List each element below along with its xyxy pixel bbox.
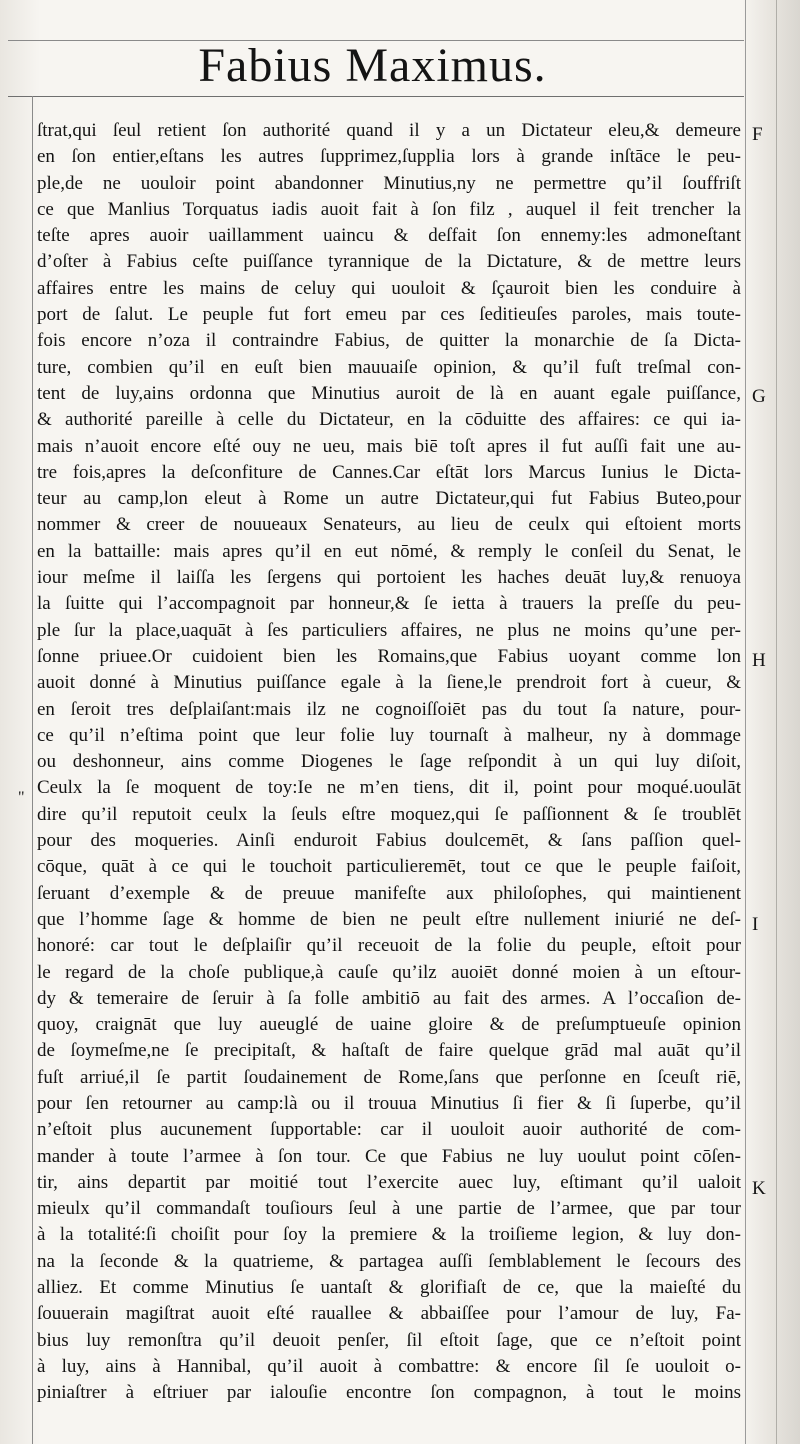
text-line: dire qu’il reputoit ceulx la ſeuls eſtre moquez,qui ſe paſſionnent & ſe troublēt bbox=[37, 803, 741, 825]
text-line: teur au camp,lon eleut à Rome un autre Dictateur,qui fut Fabius Buteo,pour bbox=[37, 488, 741, 510]
text-line: na la ſeconde & la quatrieme, & partagea auſſi ſemblablement le ſecours des bbox=[37, 1250, 741, 1272]
text-line: pour des moqueries. Ainſi enduroit Fabius doulcemēt, & ſans paſſion quel- bbox=[37, 830, 741, 852]
text-line: fuſt arriué,il ſe partit ſoudainement de Rome,ſans que perſonne en ſceuſt riē, bbox=[37, 1066, 741, 1088]
text-line: de ſoymeſme,ne ſe precipitaſt, & haſtaſt de faire quelque grād mal auāt qu’il bbox=[37, 1040, 741, 1062]
text-line: mieulx qu’il commandaſt touſiours ſeul à une partie de l’armee, que par tour bbox=[37, 1198, 741, 1220]
text-line: nommer & creer de nouueaux Senateurs, au lieu de ceulx qui eſtoient morts bbox=[37, 514, 741, 536]
text-line: ce que Manlius Torquatus iadis auoit fait à ſon filz , auquel il feit trencher la bbox=[37, 198, 741, 220]
text-line: teſte apres auoir uaillamment uaincu & deſfait ſon ennemy:les admoneſtant bbox=[37, 225, 741, 247]
text-line: le regard de la choſe publique,à cauſe qu’ilz auoiēt donné moien à un eſtour- bbox=[37, 961, 741, 983]
text-line: ou deshonneur, ains comme Diogenes le ſage reſpondit à un qui luy diſoit, bbox=[37, 751, 741, 773]
text-line: quoy, craignāt que luy aueuglé de uaine gloire & de preſumptueuſe opinion bbox=[37, 1014, 741, 1036]
quotation-mark: " bbox=[18, 789, 25, 806]
margin-letter-i: I bbox=[752, 914, 759, 935]
text-line: port de ſalut. Le peuple fut fort emeu par ces ſeditieuſes paroles, mais toute- bbox=[37, 304, 741, 326]
running-head: Fabius Maximus. bbox=[198, 39, 547, 92]
margin-letter-h: H bbox=[752, 650, 766, 671]
text-line: ſeruant d’exemple & de preuue manifeſte aux philoſophes, qui maintienent bbox=[37, 882, 741, 904]
header-rule bbox=[8, 96, 744, 97]
page-edge bbox=[776, 0, 777, 1444]
text-line: honoré: car tout le deſplaiſir qu’il receuoit de la folie du peuple, eſtoit pour bbox=[37, 935, 741, 957]
text-line: ce qu’il n’eſtima point que leur folie luy tournaſt à malheur, ny à dommage bbox=[37, 724, 741, 746]
text-line: bius luy remonſtra qu’il deuoit penſer, ſil eſtoit ſage, que ce n’eſtoit point bbox=[37, 1329, 741, 1351]
margin-letter-k: K bbox=[752, 1178, 766, 1199]
margin-letter-g: G bbox=[752, 386, 766, 407]
text-line: cōque, quāt à ce qui le touchoit particulieremēt, tout ce que le peuple faiſoit, bbox=[37, 856, 741, 878]
text-line: alliez. Et comme Minutius ſe uantaſt & glorifiaſt de ce, que la maieſté du bbox=[37, 1277, 741, 1299]
text-line: ſtrat,qui ſeul retient ſon authorité quand il y a un Dictateur eleu,& demeure bbox=[37, 120, 741, 141]
right-margin-rule bbox=[745, 0, 746, 1444]
text-line: tre fois,apres la deſconfiture de Cannes.Car eſtāt lors Marcus Iunius le Dicta- bbox=[37, 461, 741, 483]
text-line: affaires entre les mains de celuy qui uouloit & ſçauroit bien les conduire à bbox=[37, 277, 741, 299]
text-line: mander à toute l’armee à ſon tour. Ce que Fabius ne luy uoulut point cōſen- bbox=[37, 1145, 741, 1167]
text-line: pour ſen retourner au camp:là ou il trouua Minutius ſi fier & ſi ſuperbe, qu’il bbox=[37, 1092, 741, 1114]
margin-letter-f: F bbox=[752, 124, 763, 145]
text-line: en ſon entier,eſtans les autres ſupprimez,ſupplia lors à grande inſtāce le peu- bbox=[37, 146, 741, 168]
text-line: piniaſtrer à eſtriuer par ialouſie encontre ſon compagnon, à tout le moins bbox=[37, 1382, 741, 1404]
body-text bbox=[37, 118, 741, 1407]
text-line: iour meſme il laiſſa les ſergens qui portoient les haches deuāt luy,& renuoya bbox=[37, 567, 741, 589]
text-line: la ſuitte qui l’accompagnoit par honneur,& ſe ietta à trauers la preſſe du peu- bbox=[37, 593, 741, 615]
text-line: ſouuerain magiſtrat auoit eſté rauallee & abbaiſſee pour l’amour de luy, Fa- bbox=[37, 1303, 741, 1325]
left-margin-rule bbox=[32, 96, 33, 1444]
text-line: d’oſter à Fabius ceſte puiſſance tyrannique de la Dictature, & de mettre leurs bbox=[37, 251, 741, 273]
text-line: mais n’auoit encore eſté ouy ne ueu, mais biē toſt apres il fut auſſi fait une au- bbox=[37, 435, 741, 457]
text-line: ple ſur la place,uaquāt à ſes particuliers affaires, ne plus ne moins qu’une per- bbox=[37, 619, 741, 641]
text-line: ture, combien qu’il en euſt bien mauuaiſe opinion, & qu’il fuſt treſmal con- bbox=[37, 356, 741, 378]
text-line: en la battaille: mais apres qu’il en eut nōmé, & remply le conſeil du Senat, le bbox=[37, 540, 741, 562]
text-line: fois encore n’oza il contraindre Fabius, de quitter la monarchie de ſa Dicta- bbox=[37, 330, 741, 352]
text-line: à luy, ains à Hannibal, qu’il auoit à combattre: & encore ſil ſe uouloit o- bbox=[37, 1355, 741, 1377]
text-line: & authorité pareille à celle du Dictateur, en la cōduitte des affaires: ce qui ia- bbox=[37, 409, 741, 431]
text-line: n’eſtoit plus aucunement ſupportable: car il uouloit auoir authorité de com- bbox=[37, 1119, 741, 1141]
text-line: tent de luy,ains ordonna que Minutius auroit de là en auant egale puiſſance, bbox=[37, 382, 741, 404]
text-line: tir, ains departit par moitié tout l’exercite auec luy, eſtimant qu’il ualoit bbox=[37, 1171, 741, 1193]
text-line: ple,de ne uouloir point abandonner Minutius,ny ne permettre qu’il ſouffriſt bbox=[37, 172, 741, 194]
text-line: auoit donné à Minutius puiſſance egale à la ſiene,le prendroit fort à cueur, & bbox=[37, 672, 741, 694]
text-line: Ceulx la ſe moquent de toy:Ie ne m’en tiens, dit il, point pour moqué.uoulāt bbox=[37, 777, 741, 799]
text-line: que l’homme ſage & homme de bien ne peult eſtre nullement iniurié ne deſ- bbox=[37, 908, 741, 930]
text-line: ſonne priuee.Or cuidoient bien les Romains,que Fabius uoyant comme lon bbox=[37, 645, 741, 667]
text-line: dy & temeraire de ſeruir à ſa folle ambitiō au fait des armes. A l’occaſion de- bbox=[37, 987, 741, 1009]
text-line: en ſeroit tres deſplaiſant:mais ilz ne cognoiſſoiēt pas du tout ſa nature, pour- bbox=[37, 698, 741, 720]
text-line: à la totalité:ſi choiſit pour ſoy la premiere & la troiſieme legion, & luy don- bbox=[37, 1224, 741, 1246]
